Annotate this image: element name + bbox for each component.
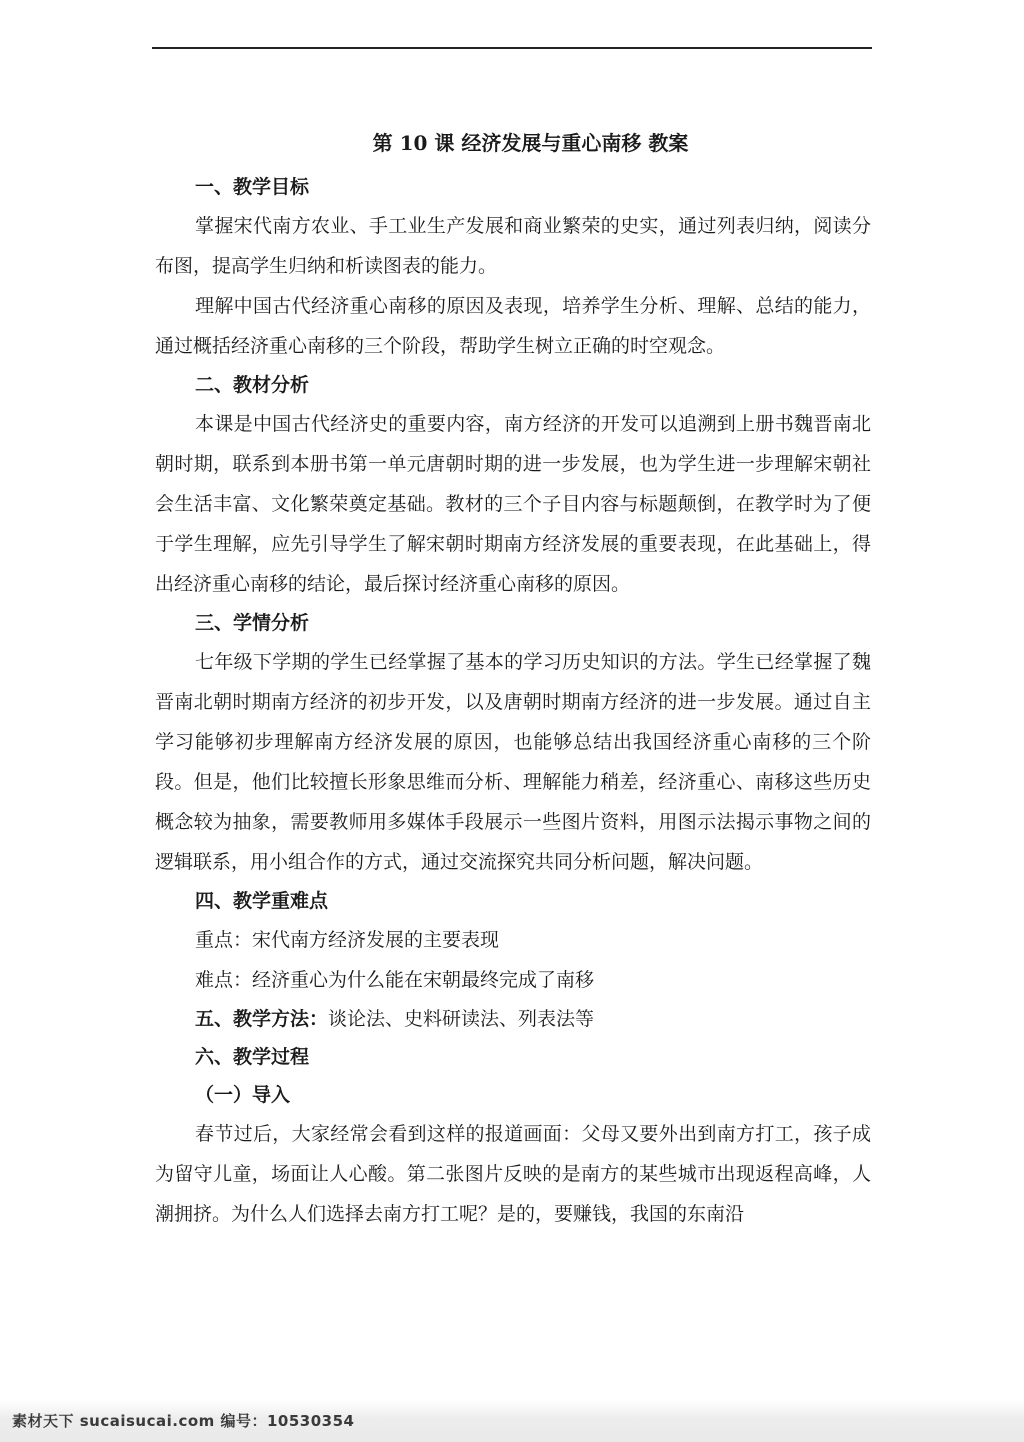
objectives-paragraph-2: 理解中国古代经济重心南移的原因及表现，培养学生分析、理解、总结的能力，通过概括经济重心南移的三个阶段，帮助学生树立正确的时空观念。 [155, 295, 871, 357]
section-heading-material: 二、教材分析 [195, 374, 310, 396]
section-heading-process: 六、教学过程 [195, 1046, 310, 1068]
methods-text: 谈论法、史料研读法、列表法等 [328, 1008, 595, 1030]
top-rule [152, 47, 872, 49]
material-paragraph: 本课是中国古代经济史的重要内容，南方经济的开发可以追溯到上册书魏晋南北朝时期，联系到本册书第一单元唐朝时期的进一步发展，也为学生进一步理解宋朝社会生活丰富、文化繁荣奠定基础。教材的三个子目内容与标题颠倒，在教学时为了便于学生理解，应先引导学生了解宋朝时期南方经济发展的重要表现，在此基础上，得出经济重心南移的结论，最后探讨经济重心南移的原因。 [155, 413, 871, 595]
section-heading-objectives: 一、教学目标 [195, 176, 310, 198]
objectives-paragraph-1: 掌握宋代南方农业、手工业生产发展和商业繁荣的史实，通过列表归纳，阅读分布图，提高学生归纳和析读图表的能力。 [155, 215, 871, 277]
lesson-plan-page [155, 128, 871, 1234]
students-paragraph: 七年级下学期的学生已经掌握了基本的学习历史知识的方法。学生已经掌握了魏晋南北朝时期南方经济的初步开发，以及唐朝时期南方经济的进一步发展。通过自主学习能够初步理解南方经济发展的原因，也能够总结出我国经济重心南移的三个阶段。但是，他们比较擅长形象思维而分析、理解能力稍差，经济重心、南移这些历史概念较为抽象，需要教师用多媒体手段展示一些图片资料，用图示法揭示事物之间的逻辑联系，用小组合作的方式，通过交流探究共同分析问题，解决问题。 [155, 651, 871, 873]
subsection-heading-intro: （一）导入 [195, 1084, 291, 1106]
section-methods [155, 1000, 871, 1038]
key-point-focus: 重点：宋代南方经济发展的主要表现 [195, 929, 500, 951]
document-title: 第 10 课 经济发展与重心南移 教案 [372, 131, 689, 155]
section-heading-methods: 五、教学方法： [195, 1008, 329, 1030]
section-heading-key-points: 四、教学重难点 [195, 890, 329, 912]
section-heading-students: 三、学情分析 [195, 612, 310, 634]
watermark-bar [0, 1400, 1024, 1442]
watermark-text: 素材天下 sucaisucai.com 编号：10530354 [12, 1412, 355, 1430]
intro-paragraph: 春节过后，大家经常会看到这样的报道画面：父母又要外出到南方打工，孩子成为留守儿童，场面让人心酸。第二张图片反映的是南方的某些城市出现返程高峰，人潮拥挤。为什么人们选择去南方打工呢？是的，要赚钱，我国的东南沿 [155, 1123, 871, 1225]
key-point-difficulty: 难点：经济重心为什么能在宋朝最终完成了南移 [195, 969, 595, 991]
